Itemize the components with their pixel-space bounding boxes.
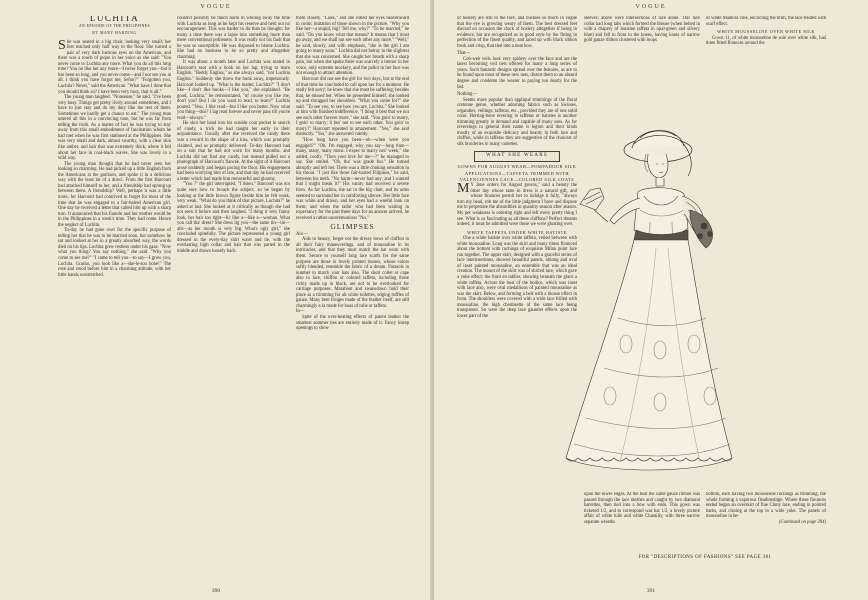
glimpses-heading: GLIMPSES bbox=[330, 222, 375, 232]
fashion-column-2-top bbox=[584, 16, 700, 76]
dropcap: S bbox=[58, 37, 66, 53]
left-page bbox=[0, 0, 432, 600]
glimpses-paragraph: In— bbox=[296, 309, 305, 315]
story-paragraph: them closely. "Look," and she rolled her eyes heavenward in comic imitation of those shown in the picture. "Why you like her—a stupid, big? Tell me, why?" "To be married," he said. "Do you know what that means? It means that I must go away, and we shall not see each other any more." "Well," he said, slowly, and with emphasis, "she is the girl I am going to marry soon." Luchita did not betray in the slightest that she was concerned. She caught her breath with a sharp pain, but when she spoke there was scarcely a tremor in her voice, only extreme mockery, and the pallor in her face was not enough to attract attention. bbox=[296, 16, 409, 77]
white-mousseline-heading: WHITE MOUSSELINE OVER WHITE SILK bbox=[716, 29, 816, 35]
story-column-2 bbox=[177, 16, 290, 572]
story-paragraph: The young man laughed. "Nonsense," he said. "I've been very busy. Things get pretty lively around sometimes, and I have to just stay and do my duty like the rest of them. Sometimes we hardly get a chance to eat." The young man uttered all this in a convincing tone, but he was far from telling the truth. As a matter of fact he was trying to stay away from this small embodiment of fascination whom he had met when he was first stationed at the Philippines. She was very small and dark, almost swarthy, with a clear skin like amber, and hair that was extremely thick, where it fell about her face in coal-black waves. She was lovely in a wild way. bbox=[58, 95, 171, 162]
fashion-paragraph: Cob-web veils look very spidery over the face and are the latest becoming veil nets offered for many a long series of years. Such fantastic designs spread over the features, as are to be found upon most of these new nets, distort them to an absurd degree and condemn the wearer to paying too dearly for the fad. bbox=[457, 56, 577, 90]
folio-left: 390 bbox=[211, 588, 221, 594]
fashion-paragraph: upon the lower edges. At the bust the same gauze ribbon was passed through the lace meshes and caught by two diamond barrettes, then tied into a bow with ends. This gown was ticketed 1/2, and to correspond was hat 1/2, a lovely picture affair of white tulle and white Chantilly, with three narrow separate wreaths bbox=[584, 492, 700, 525]
fashion-column-3-top bbox=[706, 16, 826, 76]
fashion-paragraph: Gown 11, of white mousseline de soie over white silk, had three fitted flounces around the bbox=[706, 35, 826, 47]
running-head-right: VOGUE bbox=[635, 4, 667, 10]
glimpses-lead: Aix— bbox=[296, 231, 308, 237]
story-column-3 bbox=[296, 16, 409, 572]
fashion-paragraph: One a white batiste over white taffeta, veiled between with white moussaline. Long was the skirt and many times flounced about the bottom with ruchings of exquisite Milan point lace run together. The upper skirt, designed with a graceful series of lace interinsertions, showed beautiful panels, oblong and oval of inset painted moussaline, an ensemble that was an ideal creation. The mount of the skirt was of shirred lace, which gave a yoke effect; the front en tablier, showing beneath the glace a white taffeta. Across the bust of the bodice, which was inset with lace also, were oval medallions of painted moussaline as was the skirt. Below, and forming a belt with a blouse effect in front. The shoulders were covered with a wide lace frilled with moussaline, the high chemisette of the same lace being transparent. So were the deep lace gauntlet effects upon the lower part of the bbox=[457, 236, 577, 319]
fashion-column-3-bottom bbox=[706, 492, 826, 552]
descriptions-reference: FOR "DESCRIPTIONS OF FASHIONS" SEE PAGE 381 bbox=[638, 555, 772, 560]
dropcap: M bbox=[457, 181, 470, 197]
story-subtitle: AN EPISODE OF THE PHILIPPINES bbox=[78, 23, 151, 28]
fan-icon bbox=[580, 188, 608, 222]
fashion-paragraph: of hosiery are still to the fore, and buckles so much in vogue that the eye is growing weary of them. The best dressed feet discard on occasion the clock of hosiery altogether if being in evidence, but are recognized as in good style by the fitting in perfection of the finest quality, and laced up with black ribbon fresh and crisp, that tied into a neat bow. bbox=[457, 16, 577, 49]
story-paragraph: "How long have you been—oh—when were you engaged?" "Oh, I'm engaged, why you say—long time—many, many, many mons. I expec to marry nex' week," she added, coolly. "Then your love for me—?" he managed to say. She smiled. "Oh, tha' was grade fun." He turned abruptly and left her. There was a little choking sensation in his throat. "I just like those fair-haired Filipinos," he said, between his teeth. "No harm—never had any; and I wanted that I might break it!" His vanity had received a severe blow. As for Luchita, she sat in the big chair, and its arms seemed to surround her in comforting silence. Her little face was white and drawn, and her eyes had a woeful look on them; and when the tailor who had been waiting in expectancy for the past three days for an answer arrived, he received a rather unceremonious "No." bbox=[296, 138, 409, 221]
story-paragraph: Harcourt did not see the girl for two days, but at the end of that time he concluded to call upon her for a moment. He really felt sorry; he knew that she must be suffering; besides that, he missed her. When he presented himself, she looked up and shrugged her shoulders. "What you come for?" she said. "To see you, to see how you are, Luchita." She looked at him with finished indifference. "I thing it best that we not see each other forever more," she said. "You goin' to marry, I goin' to marry; it bes' not to see each other. You goin' to marry?" Harcourt repeated in amazement. "Yes," she said distinctly. "Yes," she answered calmly. bbox=[296, 77, 409, 138]
continued-note: (Continued on page 394) bbox=[779, 519, 826, 525]
story-column-1 bbox=[58, 16, 171, 572]
glimpses-paragraph: Aids to beauty, forget not the dressy bows of chiffon in all their fairy maneuverings, and of moussaline in its intricacies, and that they must match the hat worn with them. Secure to yourself long lace scarfs for the same purpose are those in lovely printed tissues, whose colors softly blended, resemble the fabric of a dream. Parasols in number to match your hats also. The short collet or cape also in lace, chiffon or colored taffeta, including those richly made up in black, are not to be overlooked for carriage purposes. Marabout and swansdown hold their place as a trimming for all white toilettes, edging ruffles of gauze. Many bent fringes made of the feather itself, are still charmingly a la mode for boas of tulle or taffeta. bbox=[296, 237, 409, 309]
what-she-wears-subhead: GOWNS FOR AUGUST WEAR—POMPADOUR SILK bbox=[457, 163, 577, 169]
figure-head bbox=[645, 154, 668, 186]
story-title: LUCHITA bbox=[89, 16, 140, 23]
what-she-wears-subhead: APPLICATIONS—TAFFETA TRIMMED WITH VALENCIENNES LACE—COLORED SILK COATS bbox=[459, 171, 575, 182]
story-paragraph: The young man thought that he had never seen her looking so charming. He had picked up a little English from the Americans at the garrison, and spoke it in a delicious way with the least bit of a drawl. From the first Harcourt had attached himself to her, and a friendship had sprung up between them. A friendship? Well, perhaps it was a little more, for Harcourt had contrived to forget for most of the time that he was engaged to a fair-haired American girl. One day he received a letter that called him up with a sharp turn. It announced that his fiancée and her mother would be in the Philippines in a week's time. They had come. Hence the neglect of Luchita. bbox=[58, 161, 171, 228]
that-heading: That— bbox=[457, 51, 471, 57]
story-paragraph: To-day he had gone over for the specific purpose of telling her that he was to be married soon, but somehow he sat and looked at her in a greatly absorbed way, the words died on his lips. Luchita grew restless under his gaze. "Now what you thing? You say nothing," she said. "Why you come to see me?" "I came to tell you—to say—I grow you, Luchita. Grasho, you look like a—ske-le-ton bone!" The rose and stood before him in a charming attitude, with her little hands outstretched. bbox=[58, 228, 171, 278]
glimpses-paragraph: Spite of the over-heating effects of patent leather the smartest summer ties are entirely made of it. Fancy instep openings to show bbox=[296, 314, 409, 332]
white-taffeta-heading: WHITE TAFFETA UNDER WHITE BATISTE bbox=[466, 229, 568, 235]
folio-right: 391 bbox=[646, 588, 656, 594]
fashion-illustration-gown bbox=[560, 118, 736, 480]
story-paragraph: "You ?" the girl interrupted, "I listen." Harcourt was not quite sure how to broach the subject, so he began by looking at the little brown figure beside him he felt weak, very weak. "What do you think of that picture, Luchita?" he asked at last. She looked at it critically as though she had not seen it before and then laughed. "I thing it very funny look, her hair too tight—lic like a—like a—woman. What you call tha' dress? She dress lig you—the same tin—tin—alls—as her mouth is very big. What's ugly girl," she concluded spitefully. The picture represented a young girl dressed in the every-day shirt waist and tie, with the everlasting high collar and hair that was parted in the middle and drawn loosely back. bbox=[177, 182, 290, 254]
story-paragraph: She was seated in a big chair, looking very small; her feet reached only half way to the floor. She turned a pair of very dark lustrous eyes on the American, and there was a touch of pique in her voice as she said: "You never come to Luchita any more. What you do all this long time? You no like her any more—I never forget you—but it has been so long, and you never come—and I not see you at all. I think you have forgot me, Señor?" "Forgotten you, Luchita? Never," said the American. "What have I done that you should think so? I have been very busy, that is all." bbox=[58, 37, 171, 95]
what-she-wears-banner: WHAT SHE WEARS bbox=[474, 151, 560, 162]
fashion-paragraph: Seems more popular than appliqué trimmings of the floral cretonne genre, whether adorning fabrics such as Swisses, organdies, veilings, taffetas, etc., provided they are of one solid color. Herring-bone revering in taffetas or batistes is another trimming greatly in demand and capable of many uses. As for revereings in general their name is legion and their kinds mostly of an exquisite delicacy and beauty in both lace and chiffon, while in taffetas they are suggestive of the choicest of silk broideries in many varieties. bbox=[457, 97, 577, 148]
fashion-column-1 bbox=[457, 16, 577, 572]
story-paragraph: It was about a month later and Luchita was seated in Harcourt's seat with a book on her lap, trying to learn English. "Reddy Engliss," as she always said, "not Luchita Engliss." Suddenly she threw the book away, impetuously. Harcourt looked up. "What is the matter, Luchita?" "I don't like—I don't like books—I like you," she explained. "Be good, Luchita," he remonstrated, "of course you like me, don't you? But I do you want to read, to learn?" Luchita pouted. "Yess, I like read—but I like you better. Now what you thing—thsi? I lag read forever and never pass till you're read—always." bbox=[177, 60, 290, 121]
skirt bbox=[566, 240, 732, 470]
fashion-column-2-bottom bbox=[584, 492, 700, 552]
story-paragraph: He shut her hand into his outside coat pocket in search of candy, a trick he had taught her early in their acquaintance. Usually after she received the candy there was a reward in the shape of a kiss, which was promptly claimed, and as promptly delivered. To-day Harcourt had on a suit that he had not worn for many months, and Luchita did not find any candy, but instead pulled out a photograph of Harcourt's fiancée. At the sight of it Harcourt arose suddenly and began pacing the floor. His engagement had been worrying him of late, and that day he had received a letter which had made him remorseful and gloomy. bbox=[177, 121, 290, 182]
nothing-heading: Nothing— bbox=[457, 92, 478, 98]
fashion-paragraph: of white Madeira vine, encircling the brim, the lace treated with scarf effect. bbox=[706, 16, 826, 27]
fashion-paragraph: M Y June orders for August gowns," said a beauty the other day whose taste in dress is a natural gift, and whose finances permit her to indulge it fully, "always turn my head, rob me of the little judgment I have and dispose me to perpetrate the absurdities in quantity season after season. My pet weakness is ordering right and left every pretty thing I see. What is so fascinating as all these chiffons? Perfect dreams indeed, it must be admitted were those we were gloating over. bbox=[457, 181, 577, 228]
fashion-paragraph: sleeves; above were intersections of lace alone. This lace collar had long tabs which formed the blouse (when belted in with a drapery of louisine taffeta in opal-green and silvery blue) and fell in front to the knees, having knots of narrow gold gauze ribbon clustered with loops bbox=[584, 16, 700, 44]
story-paragraph: couldn't possibly be much harm in whiling away the time with Luchita as long as he kept his reserve and held out no encouragement. This was harder to do than he thought; for many a time there was a lapse into something more than mere conventional politeness. It was really not his fault that he was so susceptible. He was disposed to blame Luchita. She had no business to be so pretty and altogether charming. bbox=[177, 16, 290, 60]
fashion-paragraph: bottom, each having two mousseline ruchings as trimming, the whole forming a vaporous fleadimstitge. Where these flounces ended began an overskirt of fine Cluny lace, ending in pointed barbs, and closing at the top in a wide yoke. The panels of mousseline in be- bbox=[706, 492, 826, 520]
running-head-left: VOGUE bbox=[200, 4, 232, 10]
story-byline: BY MARY HARDING bbox=[92, 31, 137, 36]
